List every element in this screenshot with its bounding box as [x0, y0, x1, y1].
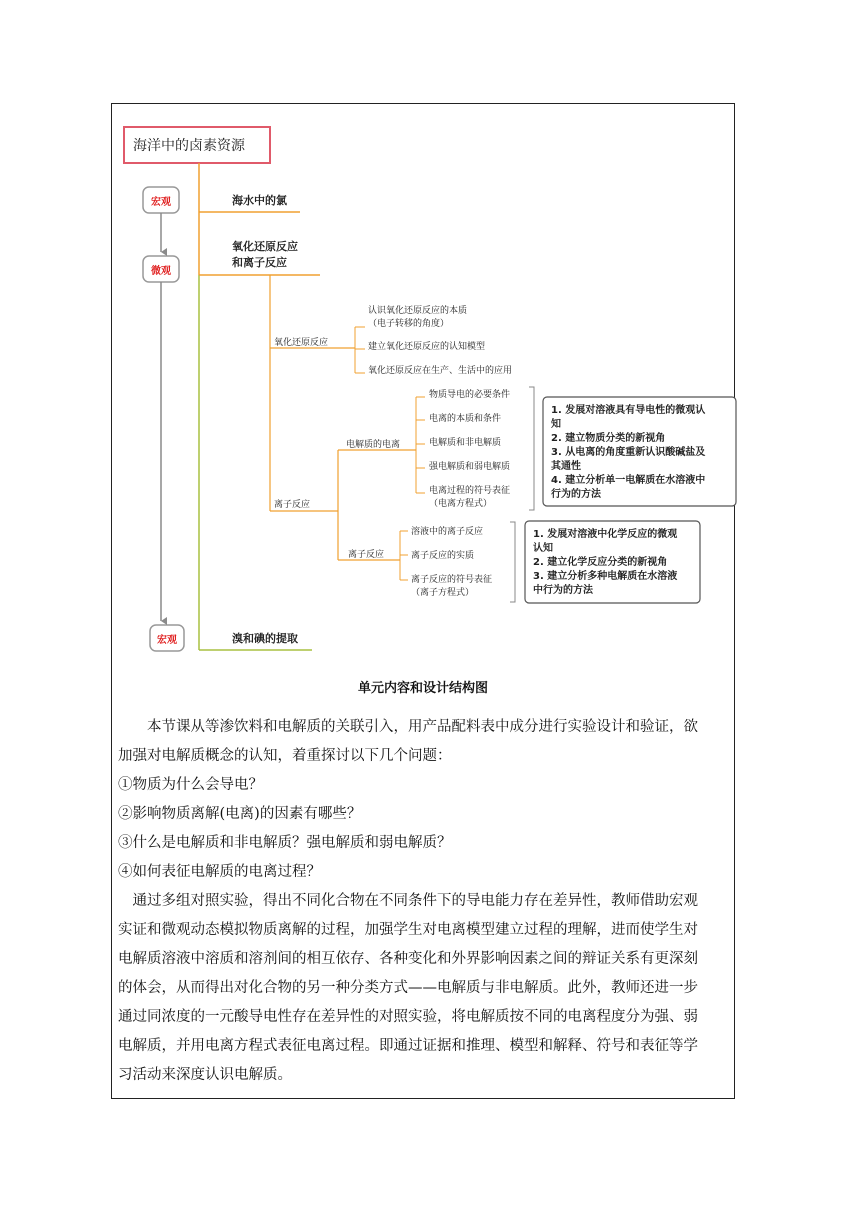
redox-item-2: 建立氧化还原反应的认知模型	[368, 342, 486, 352]
reaction-box-line-2: 认知	[533, 543, 553, 554]
stage-label-micro: 微观	[151, 266, 171, 277]
body-line-6: 电解质，并用电离方程式表征电离过程。即通过证据和推理、模型和解释、符号和表征等学	[118, 1038, 698, 1054]
branch-chlorine: 海水中的氯	[232, 194, 287, 207]
redox-item-3: 氧化还原反应在生产、生活中的应用	[368, 366, 513, 376]
body-line-4: 的体会，从而得出对化合物的另一种分类方式——电解质与非电解质。此外，教师还进一步	[118, 980, 698, 996]
electrolyte-box-line-5: 其通性	[551, 461, 581, 472]
reaction-box-line-5: 中行为的方法	[533, 585, 593, 596]
reaction-item-1: 溶液中的离子反应	[411, 527, 484, 537]
electrolyte-item-5: 电离过程的符号表征	[429, 486, 511, 496]
question-1: ①物质为什么会导电？	[118, 777, 263, 793]
redox-item-1: 认识氧化还原反应的本质	[368, 306, 468, 316]
intro-paragraph	[118, 713, 730, 1090]
intro-line-2: 加强对电解质概念的认知，着重探讨以下几个问题：	[118, 748, 452, 764]
ionic-label: 离子反应	[274, 500, 311, 510]
electrolyte-item-2: 电离的本质和条件	[429, 414, 502, 424]
electrolyte-summary-bracket	[529, 387, 534, 510]
body-line-3: 电解质溶液中溶质和溶剂间的相互依存、各种变化和外界影响因素之间的辩证关系有更深刻	[118, 951, 698, 967]
reaction-box-line-4: 3. 建立分析多种电解质在水溶液	[533, 571, 678, 582]
electrolyte-box-line-7: 行为的方法	[551, 489, 601, 500]
figure-caption: 单元内容和设计结构图	[357, 681, 488, 696]
reaction-box-line-1: 1. 发展对溶液中化学反应的微观	[533, 529, 678, 540]
electrolyte-item-3: 电解质和非电解质	[429, 438, 502, 448]
electrolyte-label: 电解质的电离	[346, 440, 401, 450]
electrolyte-box-line-1: 1. 发展对溶液具有导电性的微观认	[551, 405, 706, 416]
electrolyte-box-line-2: 知	[551, 419, 561, 430]
reaction-item-3: 离子反应的符号表征	[411, 575, 493, 585]
reaction-label: 离子反应	[348, 550, 385, 560]
redox-label: 氧化还原反应	[274, 338, 329, 348]
redox-item-1b: （电子转移的角度）	[368, 319, 450, 329]
branch-redox-ionic-line1: 氧化还原反应	[232, 240, 298, 253]
electrolyte-box-line-4: 3. 从电离的角度重新认识酸碱盐及	[551, 447, 706, 458]
diagram-title: 海洋中的卤素资源	[133, 138, 245, 154]
body-line-5: 通过同浓度的一元酸导电性存在差异性的对照实验，将电解质按不同的电离程度分为强、弱	[118, 1009, 698, 1025]
question-4: ④如何表征电解质的电离过程？	[118, 864, 321, 880]
stage-label-macro-2: 宏观	[157, 635, 177, 646]
electrolyte-box-line-6: 4. 建立分析单一电解质在水溶液中	[551, 475, 706, 486]
electrolyte-item-5b: （电离方程式）	[429, 499, 493, 509]
stage-label-macro-1: 宏观	[151, 197, 171, 208]
branch-redox-ionic-line2: 和离子反应	[232, 256, 287, 269]
reaction-item-3b: （离子方程式）	[411, 588, 475, 598]
electrolyte-item-1: 物质导电的必要条件	[429, 390, 511, 400]
body-line-2: 实证和微观动态模拟物质离解的过程，加强学生对电离模型建立过程的理解，进而使学生对	[118, 922, 698, 938]
reaction-item-2: 离子反应的实质	[411, 551, 475, 561]
reaction-summary-bracket	[510, 522, 515, 602]
branch-bromine-iodine: 溴和碘的提取	[232, 632, 298, 645]
body-line-7: 习活动来深度认识电解质。	[118, 1067, 292, 1083]
electrolyte-item-4: 强电解质和弱电解质	[429, 462, 511, 472]
body-line-1: 通过多组对照实验，得出不同化合物在不同条件下的导电能力存在差异性，教师借助宏观	[132, 893, 698, 909]
intro-line-1: 本节课从等渗饮料和电解质的关联引入，用产品配料表中成分进行实验设计和验证，欲	[147, 719, 698, 735]
electrolyte-box-line-3: 2. 建立物质分类的新视角	[551, 433, 666, 444]
reaction-box-line-3: 2. 建立化学反应分类的新视角	[533, 557, 668, 568]
question-3: ③什么是电解质和非电解质？强电解质和弱电解质？	[118, 835, 452, 851]
question-2: ②影响物质离解(电离)的因素有哪些？	[118, 806, 362, 822]
